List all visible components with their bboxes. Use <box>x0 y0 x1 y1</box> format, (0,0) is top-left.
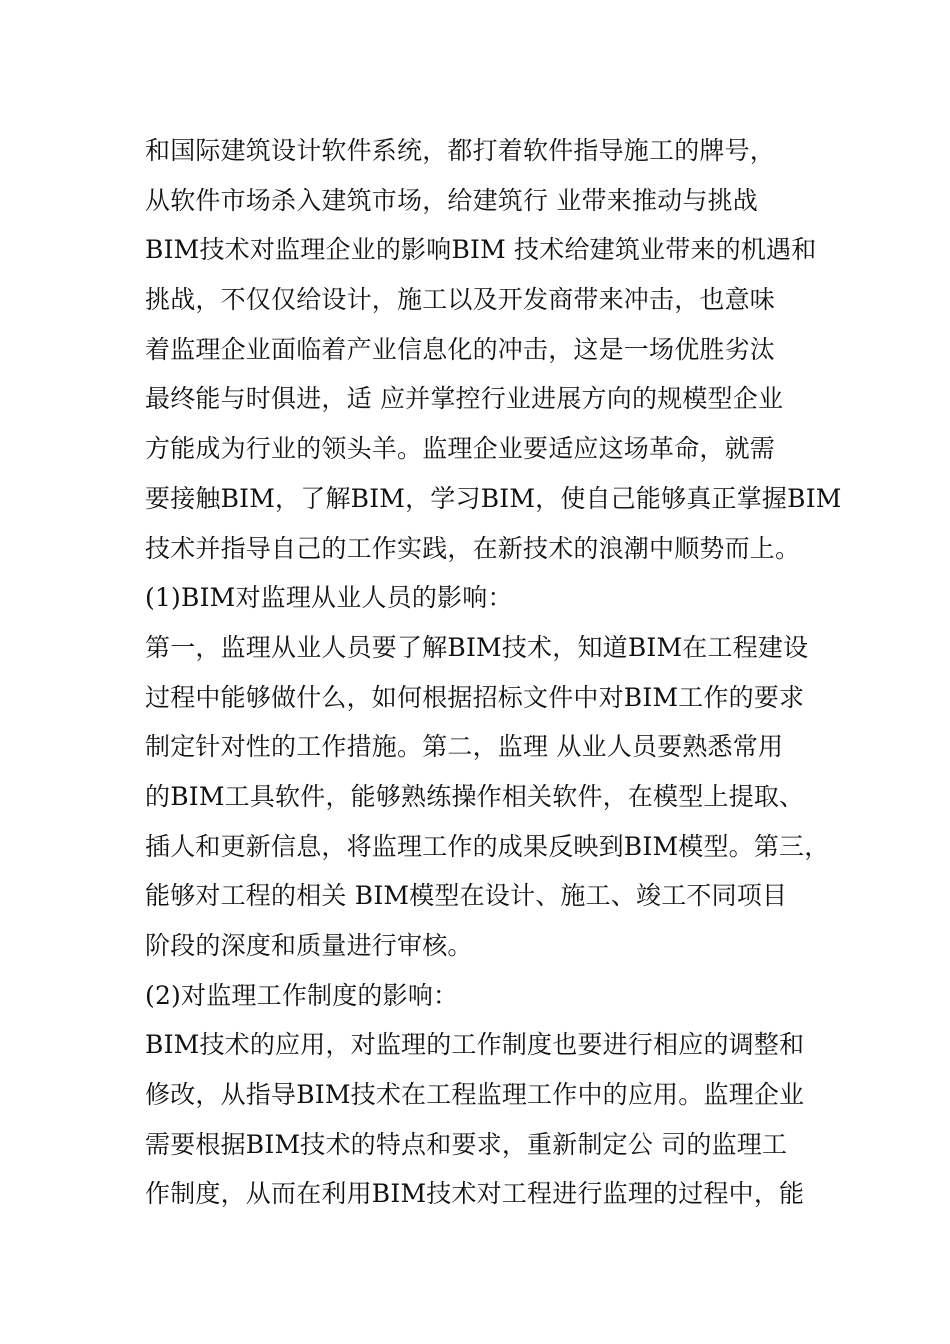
text-line: 能够对工程的相关 BIM模型在设计、施工、竣工不同项目 <box>145 881 788 911</box>
text-line: 的BIM工具软件，能够熟练操作相关软件，在模型上提取、 <box>145 781 805 811</box>
text-line: 和国际建筑设计软件系统，都打着软件指导施工的牌号， <box>145 136 776 165</box>
text-line: 方能成为行业的领头羊。监理企业要适应这场革命，就需 <box>145 434 776 464</box>
text-line: 过程中能够做什么，如何根据招标文件中对BIM工作的要求 <box>145 682 805 712</box>
text-line: 技术并指导自己的工作实践，在新技术的浪潮中顺势而上。 <box>145 533 801 563</box>
text-line: 制定针对性的工作措施。第二，监理 从业人员要熟悉常用 <box>145 732 784 762</box>
body-text <box>145 126 842 1219</box>
text-line: 要接触BIM，了解BIM，学习BIM，使自己能够真正掌握BIM <box>145 483 842 513</box>
text-line: 着监理企业面临着产业信息化的冲击，这是一场优胜劣汰 <box>145 334 776 364</box>
section-heading-2: (2)对监理工作制度的影响： <box>145 980 459 1010</box>
text-line: 最终能与时俱进，适 应并掌控行业进展方向的规模型企业 <box>145 384 784 414</box>
text-line: 阶段的深度和质量进行审核。 <box>145 931 473 960</box>
section-heading-1: (1)BIM对监理从业人员的影响： <box>145 583 513 613</box>
text-line: 需要根据BIM技术的特点和要求，重新制定公 司的监理工 <box>145 1129 788 1159</box>
text-line: 插人和更新信息，将监理工作的成果反映到BIM模型。第三， <box>145 831 830 861</box>
text-line: 作制度，从而在利用BIM技术对工程进行监理的过程中，能 <box>145 1179 805 1209</box>
text-line: 第一，监理从业人员要了解BIM技术，知道BIM在工程建设 <box>145 632 809 662</box>
text-line: 修改，从指导BIM技术在工程监理工作中的应用。监理企业 <box>145 1080 805 1110</box>
text-line: BIM技术的应用，对监理的工作制度也要进行相应的调整和 <box>145 1030 805 1060</box>
text-line: 从软件市场杀入建筑市场，给建筑行 业带来推动与挑战 <box>145 185 758 215</box>
text-line: BIM技术对监理企业的影响BIM 技术给建筑业带来的机遇和 <box>145 235 817 265</box>
text-line: 挑战，不仅仅给设计，施工以及开发商带来冲击，也意味 <box>145 285 776 315</box>
